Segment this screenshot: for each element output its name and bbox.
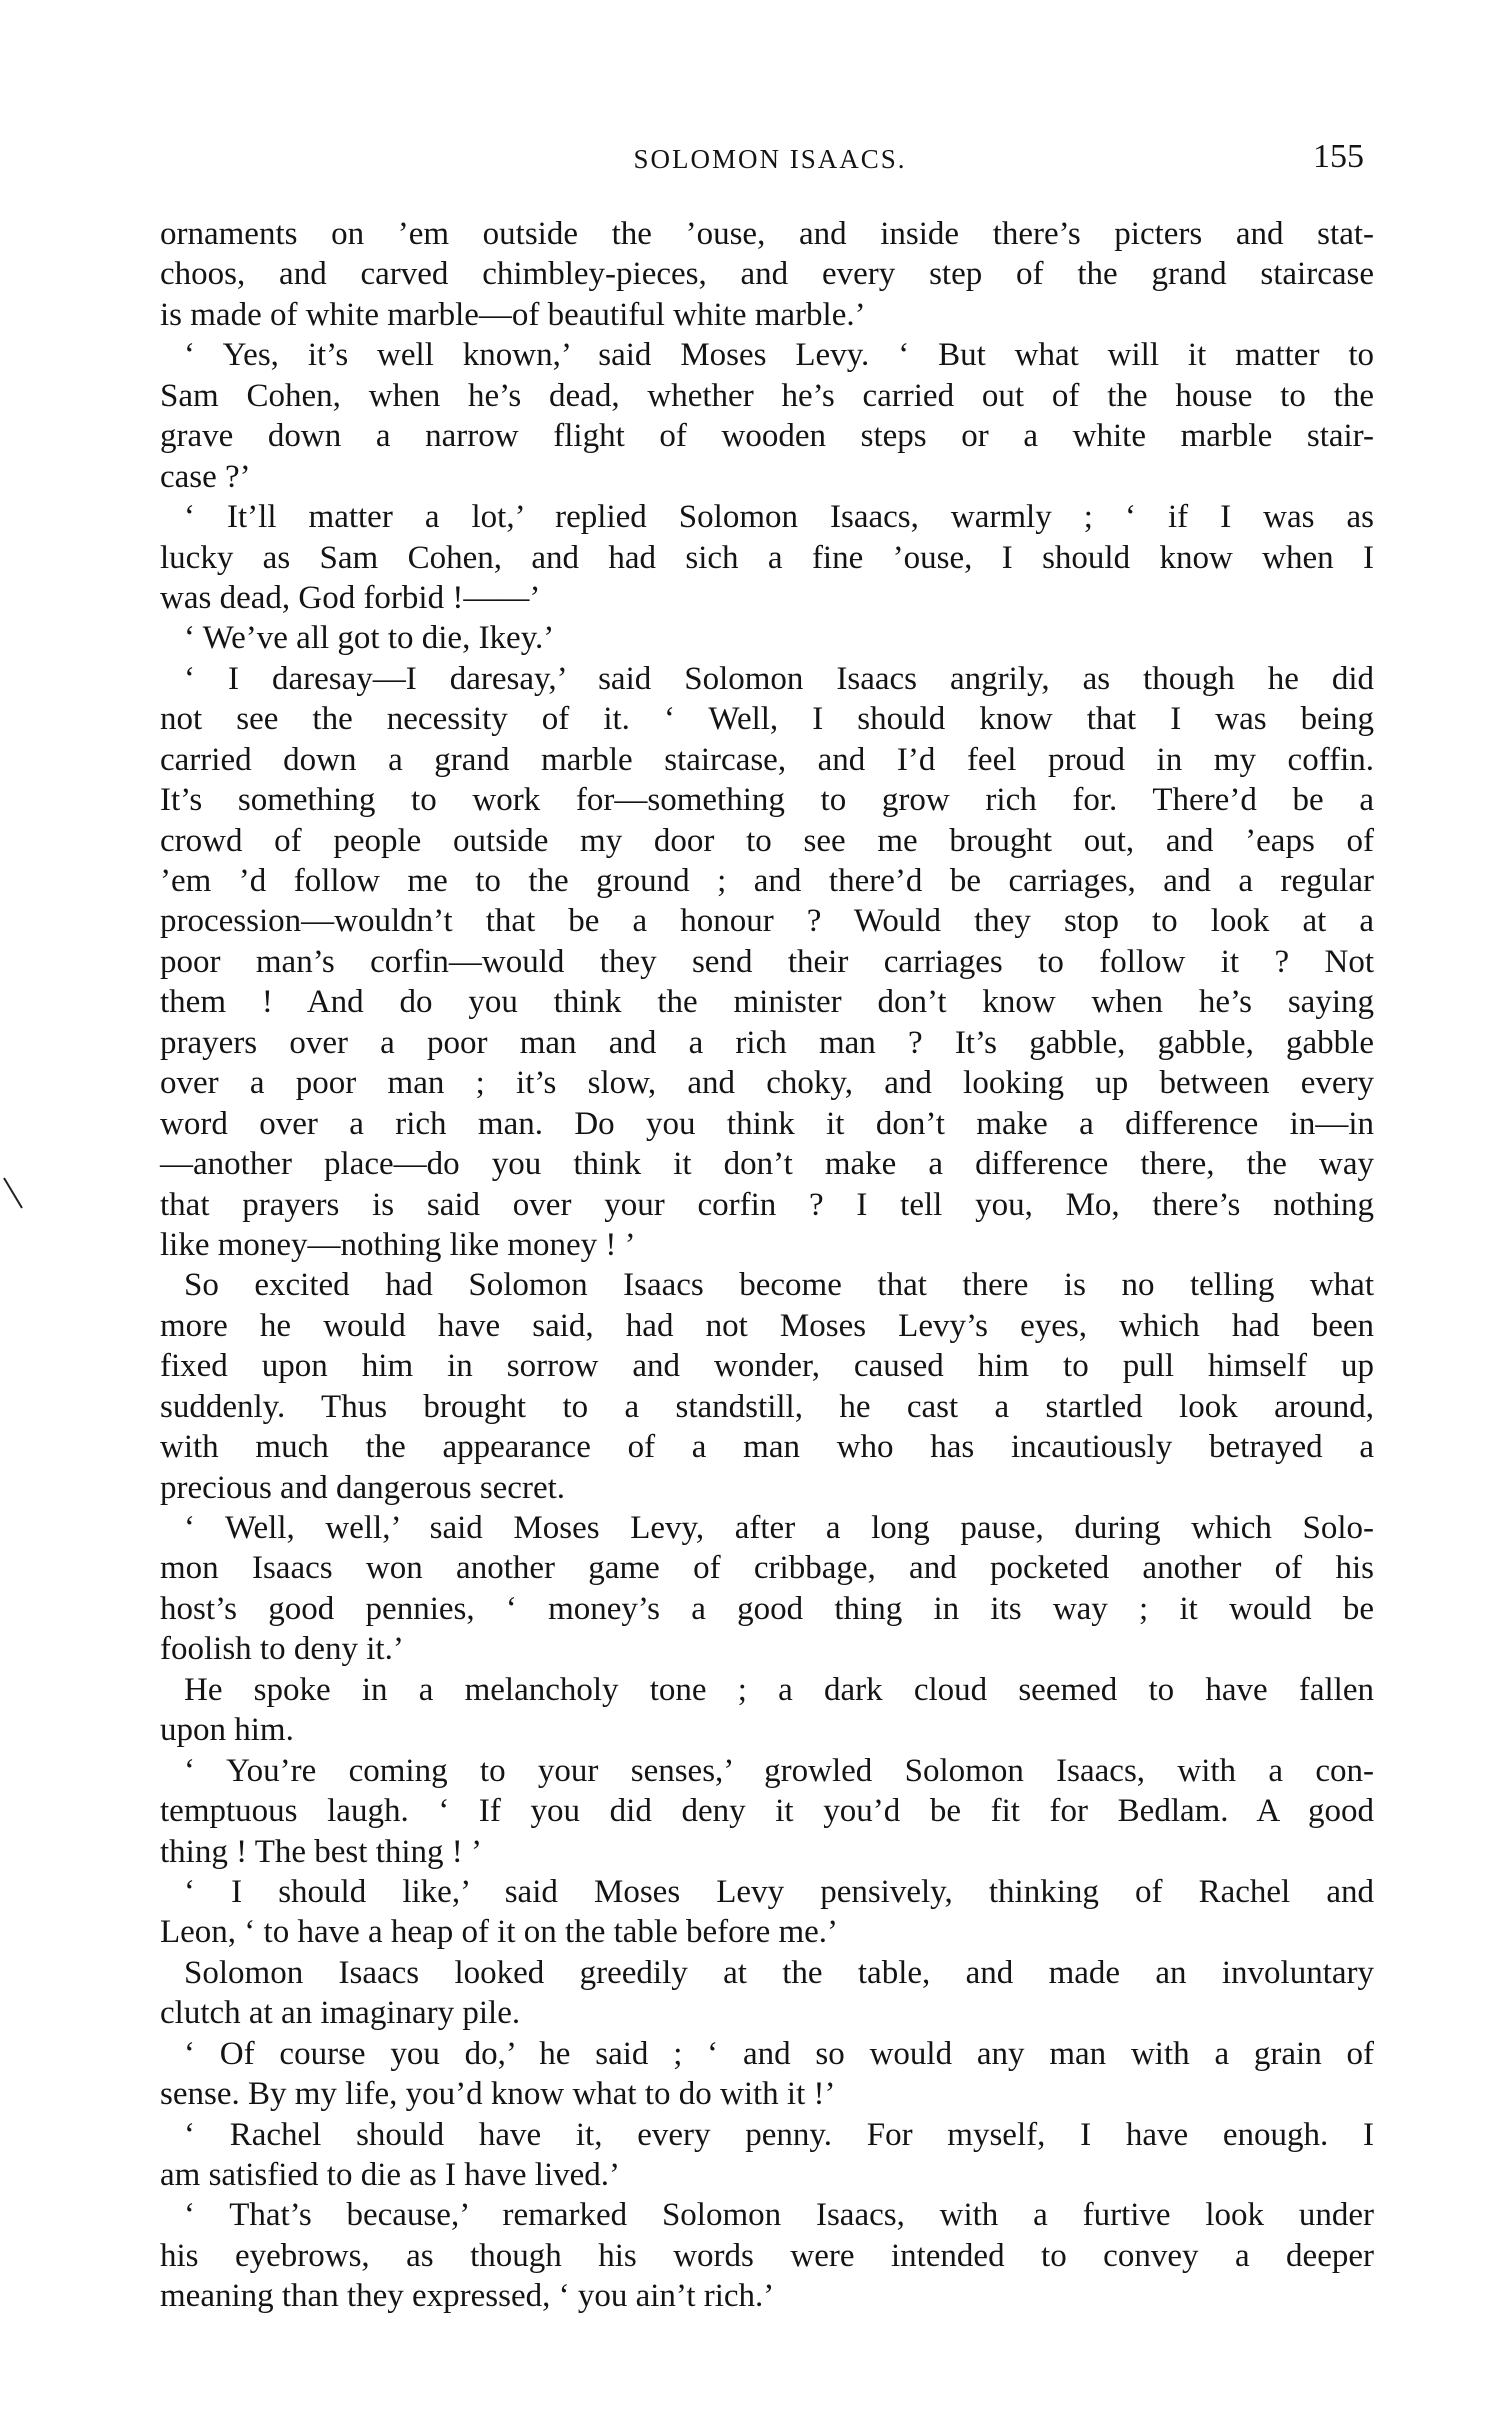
text-line: over a poor man ; it’s slow, and choky, and looking up between every <box>160 1065 1374 1102</box>
running-head <box>160 138 1380 184</box>
text-line: poor man’s corfin—would they send their carriages to follow it ? Not <box>160 943 1374 980</box>
text-line: lucky as Sam Cohen, and had sich a fine ’ouse, I should know when I <box>160 539 1374 576</box>
text-line: not see the necessity of it. ‘ Well, I should know that I was being <box>160 701 1374 738</box>
text-line: that prayers is said over your corfin ? I tell you, Mo, there’s nothing <box>160 1186 1374 1223</box>
text-line: more he would have said, had not Moses Levy’s eyes, which had been <box>160 1307 1374 1344</box>
text-line: carried down a grand marble staircase, and I’d feel proud in my coffin. <box>160 741 1374 778</box>
text-line: ‘ Rachel should have it, every penny. For myself, I have enough. I <box>184 2116 1374 2153</box>
text-line: meaning than they expressed, ‘ you ain’t rich.’ <box>160 2278 775 2315</box>
text-line: procession—wouldn’t that be a honour ? Would they stop to look at a <box>160 903 1374 940</box>
text-line: prayers over a poor man and a rich man ? It’s gabble, gabble, gabble <box>160 1024 1374 1061</box>
text-line: ‘ It’ll matter a lot,’ replied Solomon Isaacs, warmly ; ‘ if I was as <box>184 499 1374 536</box>
text-line: case ?’ <box>160 458 251 495</box>
text-line: crowd of people outside my door to see me brought out, and ’eaps of <box>160 822 1374 859</box>
text-line: clutch at an imaginary pile. <box>160 1995 521 2032</box>
text-line: Sam Cohen, when he’s dead, whether he’s carried out of the house to the <box>160 377 1374 414</box>
text-line: fixed upon him in sorrow and wonder, caused him to pull himself up <box>160 1348 1374 1385</box>
text-line: suddenly. Thus brought to a standstill, he cast a startled look around, <box>160 1388 1374 1425</box>
text-line: ornaments on ’em outside the ’ouse, and inside there’s picters and stat- <box>160 216 1374 252</box>
text-line: like money—nothing like money ! ’ <box>160 1226 636 1263</box>
text-line: thing ! The best thing ! ’ <box>160 1833 483 1870</box>
text-line: choos, and carved chimbley-pieces, and every step of the grand staircase <box>160 256 1374 293</box>
text-line: —another place—do you think it don’t make a difference there, the way <box>160 1146 1374 1183</box>
text-line: am satisfied to die as I have lived.’ <box>160 2157 621 2193</box>
text-line: grave down a narrow flight of wooden steps or a white marble stair- <box>160 418 1374 455</box>
text-line: It’s something to work for—something to grow rich for. There’d be a <box>160 782 1374 819</box>
text-line: ‘ Yes, it’s well known,’ said Moses Levy. ‘ But what will it matter to <box>184 337 1374 374</box>
text-line: word over a rich man. Do you think it don’t make a difference in—in <box>160 1105 1374 1142</box>
text-line: ‘ You’re coming to your senses,’ growled Solomon Isaacs, with a con- <box>184 1752 1374 1789</box>
text-line: mon Isaacs won another game of cribbage, and pocketed another of his <box>160 1550 1374 1587</box>
body-text <box>160 214 1374 2317</box>
text-line: his eyebrows, as though his words were intended to convey a deeper <box>160 2237 1374 2274</box>
text-line: ‘ That’s because,’ remarked Solomon Isaacs, with a furtive look under <box>184 2197 1374 2234</box>
text-line: ‘ Of course you do,’ he said ; ‘ and so would any man with a grain of <box>184 2035 1374 2072</box>
text-line: Solomon Isaacs looked greedily at the table, and made an involuntary <box>184 1954 1374 1991</box>
text-line: precious and dangerous secret. <box>160 1469 566 1506</box>
text-line: ‘ I daresay—I daresay,’ said Solomon Isaacs angrily, as though he did <box>184 660 1374 697</box>
text-line: Leon, ‘ to have a heap of it on the table before me.’ <box>160 1914 839 1951</box>
text-line: ‘ Well, well,’ said Moses Levy, after a long pause, during which Solo- <box>184 1510 1374 1546</box>
text-line: host’s good pennies, ‘ money’s a good thing in its way ; it would be <box>160 1590 1374 1627</box>
text-line: So excited had Solomon Isaacs become that there is no telling what <box>184 1267 1374 1304</box>
text-line: ‘ We’ve all got to die, Ikey.’ <box>184 620 555 657</box>
margin-pencil-mark <box>0 1176 26 1210</box>
text-line: with much the appearance of a man who has incautiously betrayed a <box>160 1429 1374 1466</box>
text-line: sense. By my life, you’d know what to do with it !’ <box>160 2076 836 2113</box>
running-title: SOLOMON ISAACS. <box>633 144 907 174</box>
text-line: them ! And do you think the minister don’t know when he’s saying <box>160 984 1374 1021</box>
text-line: upon him. <box>160 1712 294 1749</box>
text-line: He spoke in a melancholy tone ; a dark cloud seemed to have fallen <box>184 1671 1374 1708</box>
text-line: temptuous laugh. ‘ If you did deny it you’d be fit for Bedlam. A good <box>160 1793 1374 1830</box>
text-line: foolish to deny it.’ <box>160 1631 404 1668</box>
text-line: ‘ I should like,’ said Moses Levy pensively, thinking of Rachel and <box>184 1873 1374 1910</box>
text-line: was dead, God forbid !——’ <box>160 579 541 616</box>
page-number: 155 <box>1313 138 1364 175</box>
text-line: is made of white marble—of beautiful white marble.’ <box>160 296 866 333</box>
text-line: ’em ’d follow me to the ground ; and there’d be carriages, and a regular <box>160 863 1374 899</box>
